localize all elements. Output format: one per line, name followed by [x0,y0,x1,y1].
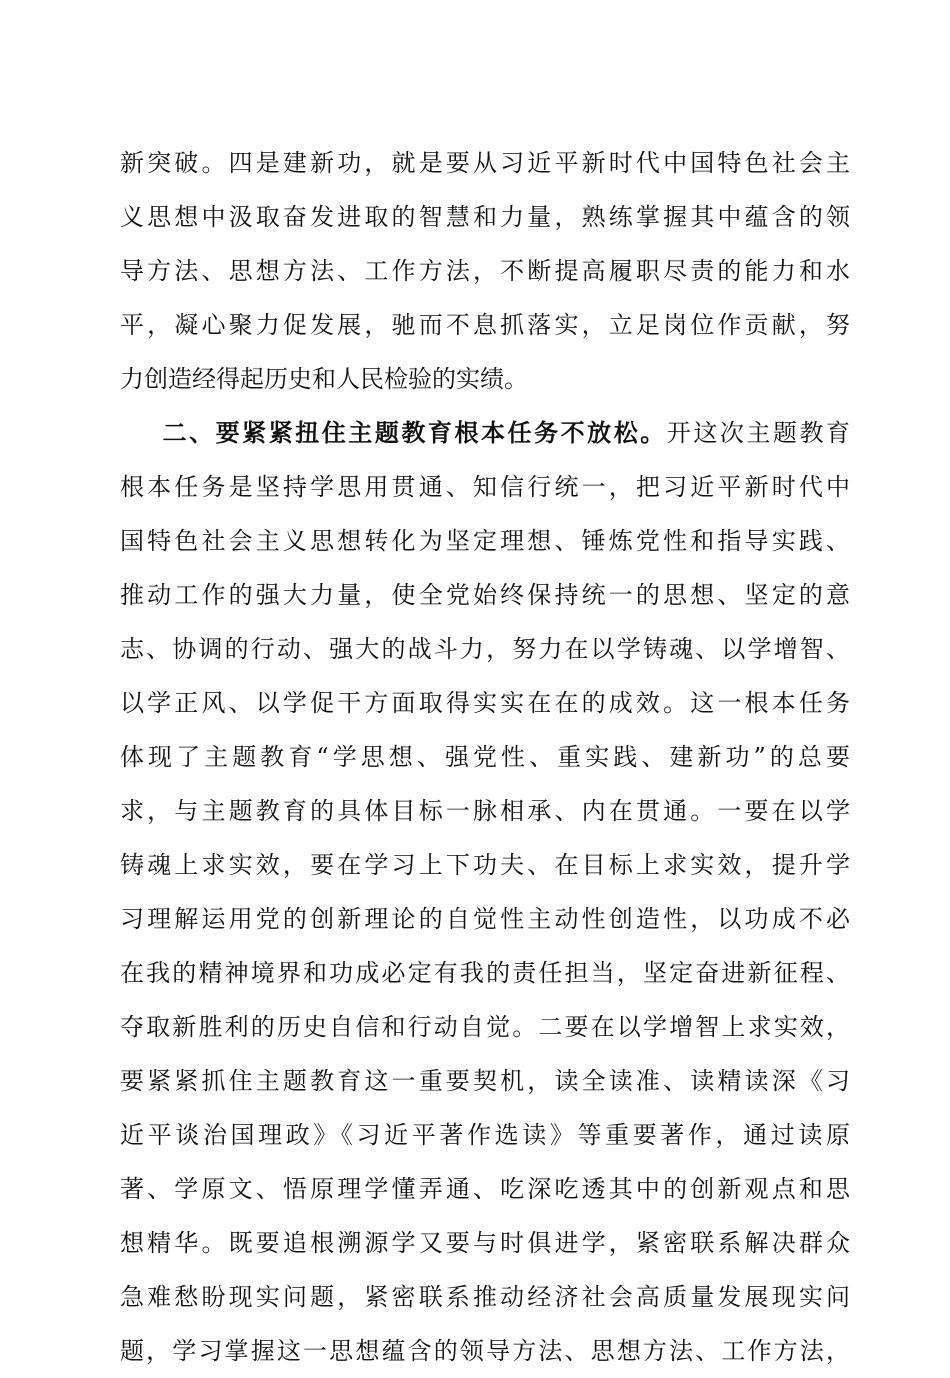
paragraph-2-line: 近平谈治国理政》《习近平著作选读》等重要著作，通过读原 [120,1121,850,1149]
paragraph-2-line: 国特色社会主义思想转化为坚定理想、锤炼党性和指导实践、 [120,527,850,555]
paragraph-1-line: 义思想中汲取奋发进取的智慧和力量，熟练掌握其中蕴含的领 [120,203,850,231]
paragraph-1-line: 导方法、思想方法、工作方法，不断提高履职尽责的能力和水 [120,257,850,285]
paragraph-2-line: 要紧紧抓住主题教育这一重要契机，读全读准、读精读深《习 [120,1067,850,1095]
paragraph-2-line: 著、学原文、悟原理学懂弄通、吃深吃透其中的创新观点和思 [120,1175,850,1203]
paragraph-2-line: 急难愁盼现实问题，紧密联系推动经济社会高质量发展现实问 [120,1283,850,1311]
paragraph-2-line: 志、协调的行动、强大的战斗力，努力在以学铸魂、以学增智、 [120,635,850,663]
paragraph-2-line: 以学正风、以学促干方面取得实实在在的成效。这一根本任务 [120,689,850,717]
paragraph-2 [120,406,850,1378]
paragraph-2-line: 题，学习掌握这一思想蕴含的领导方法、思想方法、工作方法， [120,1337,850,1365]
paragraph-2-first-line [120,406,850,460]
paragraph-2-first-line-text: 开这次主题教育 [666,419,851,447]
paragraph-1-line: 新突破。四是建新功，就是要从习近平新时代中国特色社会主 [120,149,850,177]
paragraph-2-line: 铸魂上求实效，要在学习上下功夫、在目标上求实效，提升学 [120,851,850,879]
paragraph-1-line: 力创造经得起历史和人民检验的实绩。 [120,365,528,393]
paragraph-2-line: 求，与主题教育的具体目标一脉相承、内在贯通。一要在以学 [120,797,850,825]
paragraph-2-line: 想精华。既要追根溯源学又要与时俱进学，紧密联系解决群众 [120,1229,850,1257]
paragraph-2-line: 习理解运用党的创新理论的自觉性主动性创造性，以功成不必 [120,905,850,933]
paragraph-2-line: 体现了主题教育“学思想、强党性、重实践、建新功”的总要 [120,743,850,771]
document-body [120,136,850,1378]
paragraph-2-line: 在我的精神境界和功成必定有我的责任担当，坚定奋进新征程、 [120,959,850,987]
paragraph-1-line: 平，凝心聚力促发展，驰而不息抓落实，立足岗位作贡献，努 [120,311,850,339]
paragraph-2-line: 根本任务是坚持学思用贯通、知信行统一，把习近平新时代中 [120,473,850,501]
paragraph-2-line: 夺取新胜利的历史自信和行动自觉。二要在以学增智上求实效， [120,1013,850,1041]
section-heading: 二、要紧紧扭住主题教育根本任务不放松。 [160,419,667,447]
paragraph-2-line: 推动工作的强大力量，使全党始终保持统一的思想、坚定的意 [120,581,850,609]
paragraph-1 [120,136,850,406]
